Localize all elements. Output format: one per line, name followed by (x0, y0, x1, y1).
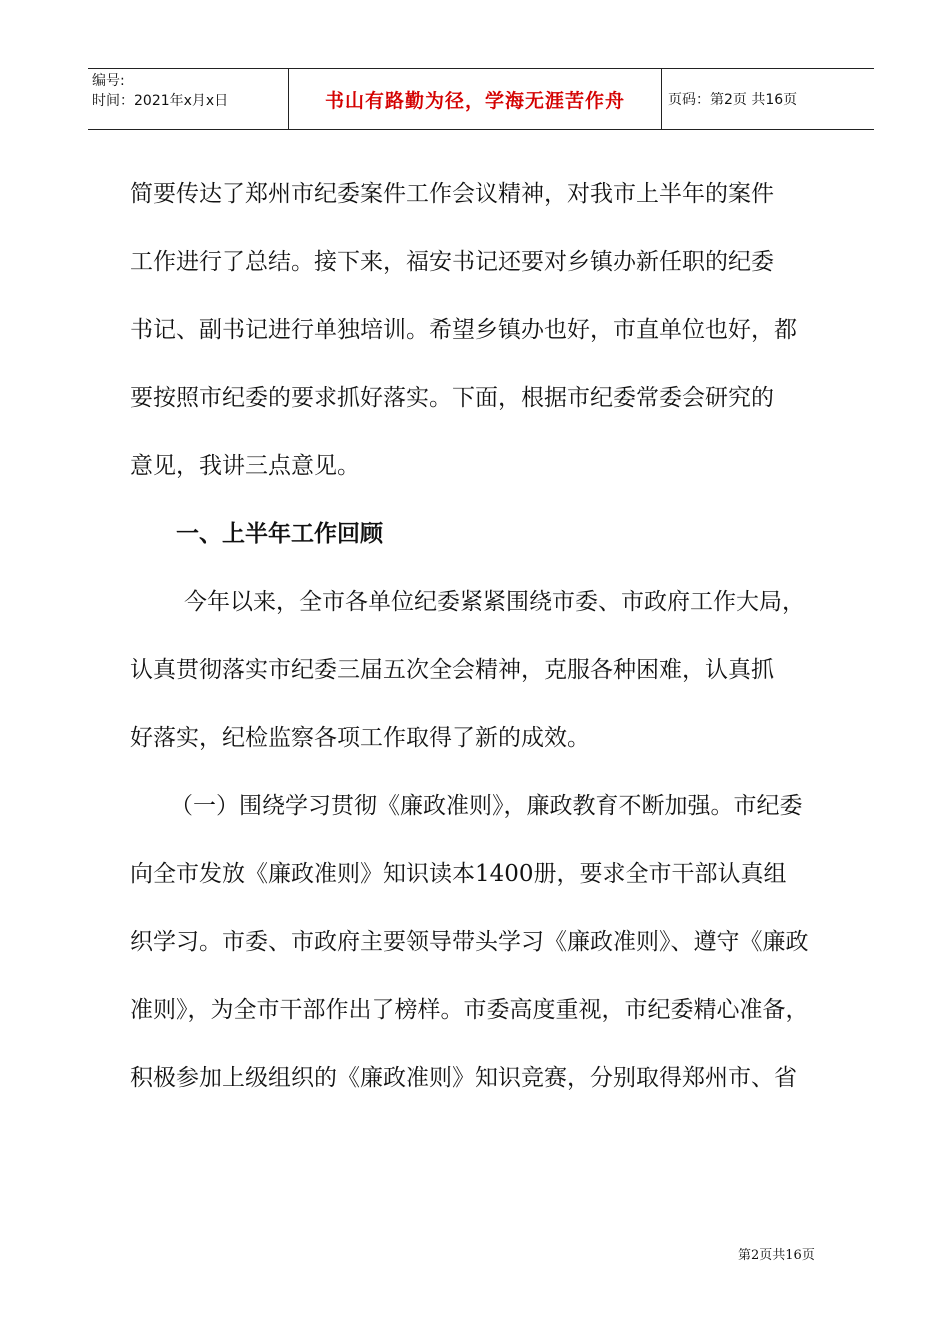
page-footer: 第2页共16页 (738, 1248, 815, 1263)
body-line: 积极参加上级组织的《廉政准则》知识竞赛，分别取得郑州市、省 (130, 1065, 797, 1091)
body-line: 认真贯彻落实市纪委三届五次全会精神，克服各种困难，认真抓 (130, 657, 774, 683)
body-line: 意见，我讲三点意见。 (130, 453, 360, 479)
header-page-info: 页码：第2页 共16页 (668, 92, 798, 108)
section-heading: 一、上半年工作回顾 (176, 521, 383, 547)
document-body (130, 176, 832, 1128)
body-line: 好落实，纪检监察各项工作取得了新的成效。 (130, 725, 590, 751)
document-number-label: 编号: (92, 73, 125, 89)
page-header (88, 68, 874, 130)
body-line: 要按照市纪委的要求抓好落实。下面，根据市纪委常委会研究的 (130, 385, 774, 411)
body-line: 书记、副书记进行单独培训。希望乡镇办也好，市直单位也好，都 (130, 317, 797, 343)
body-line: 工作进行了总结。接下来，福安书记还要对乡镇办新任职的纪委 (130, 249, 774, 275)
body-line: 织学习。市委、市政府主要领导带头学习《廉政准则》、遵守《廉政 (130, 929, 809, 955)
body-line: 准则》，为全市干部作出了榜样。市委高度重视，市纪委精心准备， (130, 997, 809, 1023)
body-line: 今年以来，全市各单位纪委紧紧围绕市委、市政府工作大局， (184, 589, 805, 615)
header-motto: 书山有路勤为径，学海无涯苦作舟 (324, 89, 625, 112)
document-time: 时间：2021年x月x日 (92, 93, 229, 109)
body-line: 简要传达了郑州市纪委案件工作会议精神，对我市上半年的案件 (130, 181, 774, 207)
header-meta (88, 69, 289, 129)
body-line: （一）围绕学习贯彻《廉政准则》，廉政教育不断加强。市纪委 (170, 793, 803, 819)
body-line: 向全市发放《廉政准则》知识读本1400册，要求全市干部认真组 (130, 861, 787, 887)
header-motto-cell (289, 69, 662, 129)
